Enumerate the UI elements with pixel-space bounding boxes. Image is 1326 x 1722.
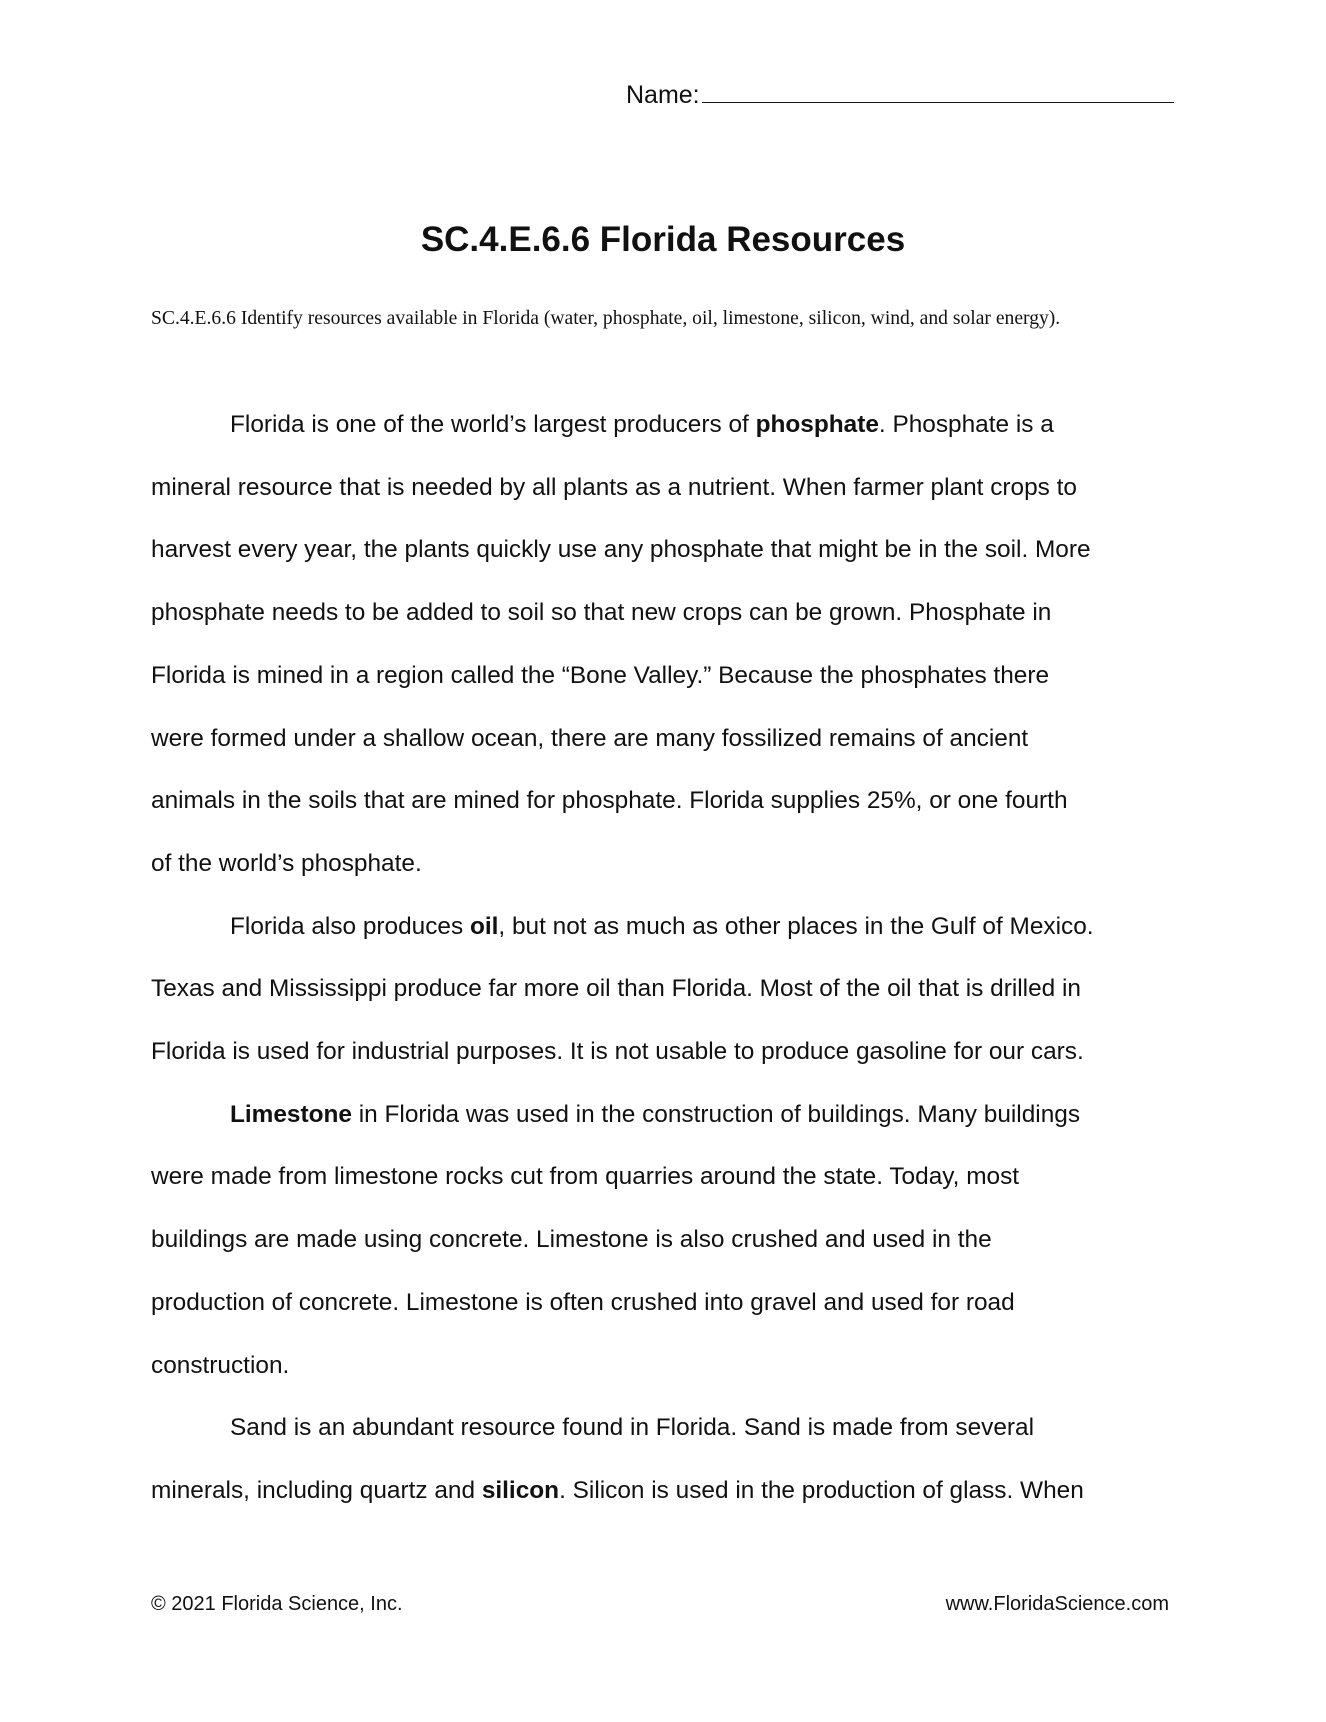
text-line: mineral resource that is needed by all plants as a nutrient. When farmer plant crops to bbox=[151, 473, 1077, 501]
keyword-limestone: Limestone bbox=[230, 1100, 352, 1128]
standard-statement: SC.4.E.6.6 Identify resources available in Florida (water, phosphate, oil, limestone, silicon, wind, and solar energy). bbox=[151, 308, 1061, 329]
text-line: of the world’s phosphate. bbox=[151, 849, 422, 877]
page-title: SC.4.E.6.6 Florida Resources bbox=[420, 220, 906, 259]
name-field bbox=[626, 76, 1174, 112]
text-line: Sand is an abundant resource found in Florida. Sand is made from several bbox=[230, 1414, 1034, 1442]
text-line: minerals, including quartz and silicon. Silicon is used in the production of glass. When bbox=[151, 1476, 1084, 1504]
text-line: Florida is one of the world’s largest producers of phosphate. Phosphate is a bbox=[230, 411, 1054, 438]
paragraph-sand bbox=[151, 1397, 1181, 1522]
paragraph-phosphate bbox=[151, 394, 1181, 896]
text-line: were formed under a shallow ocean, there are many fossilized remains of ancient bbox=[151, 724, 1029, 752]
text-line: Florida is used for industrial purposes. It is not usable to produce gasoline for our cars. bbox=[151, 1038, 1084, 1066]
footer-copyright: © 2021 Florida Science, Inc. bbox=[151, 1593, 403, 1615]
text-line: Florida also produces oil, but not as much as other places in the Gulf of Mexico. bbox=[230, 912, 1094, 940]
paragraph-limestone bbox=[151, 1084, 1181, 1398]
name-blank-line bbox=[702, 76, 1174, 103]
text-line: animals in the soils that are mined for phosphate. Florida supplies 25%, or one fourth bbox=[151, 787, 1068, 815]
keyword-phosphate: phosphate bbox=[755, 411, 879, 438]
text-line: Florida is mined in a region called the “Bone Valley.” Because the phosphates there bbox=[151, 661, 1050, 689]
text-line: construction. bbox=[151, 1351, 290, 1379]
text-line: buildings are made using concrete. Limestone is also crushed and used in the bbox=[151, 1226, 992, 1254]
text-line: production of concrete. Limestone is often crushed into gravel and used for road bbox=[151, 1288, 1015, 1316]
keyword-silicon: silicon bbox=[481, 1476, 560, 1504]
text-line: were made from limestone rocks cut from quarries around the state. Today, most bbox=[151, 1163, 1020, 1191]
text-line: Limestone in Florida was used in the construction of buildings. Many buildings bbox=[230, 1100, 1081, 1128]
name-label: Name: bbox=[626, 81, 700, 109]
text-line: phosphate needs to be added to soil so that new crops can be grown. Phosphate in bbox=[151, 599, 1052, 627]
paragraph-oil bbox=[151, 896, 1181, 1084]
keyword-oil: oil bbox=[469, 912, 499, 940]
text-line: harvest every year, the plants quickly use any phosphate that might be in the soil. More bbox=[151, 536, 1091, 564]
text-line: Texas and Mississippi produce far more oil than Florida. Most of the oil that is drilled in bbox=[151, 975, 1081, 1003]
footer-website: www.FloridaScience.com bbox=[945, 1593, 1169, 1615]
reading-passage bbox=[151, 394, 1181, 1523]
